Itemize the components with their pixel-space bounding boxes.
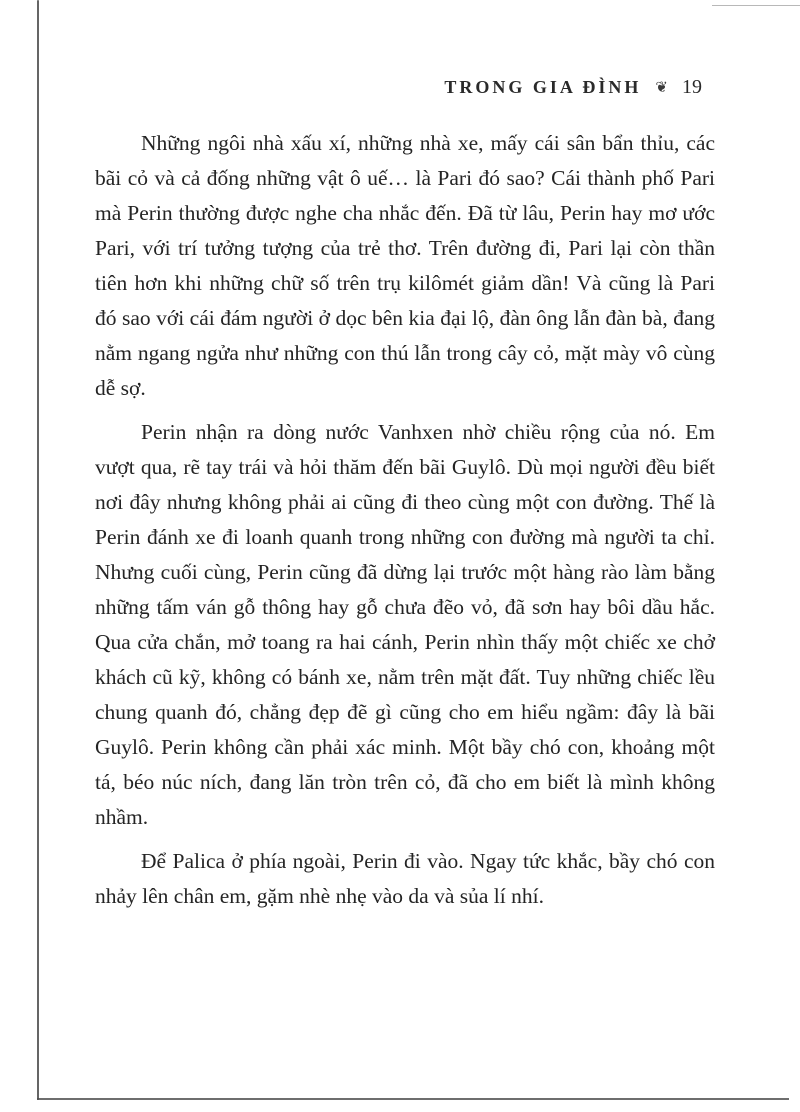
fleuron-icon: ❦ — [655, 78, 668, 96]
running-title: TRONG GIA ĐÌNH — [444, 77, 642, 97]
paragraph: Để Palica ở phía ngoài, Perin đi vào. Ngay tức khắc, bầy chó con nhảy lên chân em, gặm nhè nhẹ vào da và sủa lí nhí. — [95, 849, 715, 908]
page-number: 19 — [682, 76, 702, 98]
paragraph: Perin nhận ra dòng nước Vanhxen nhờ chiều rộng của nó. Em vượt qua, rẽ tay trái và hỏi thăm đến bãi Guylô. Dù mọi người đều biết nơi đây nhưng không phải ai cũng đi theo cùng một con đường. Thế là Perin đánh xe đi loanh quanh trong những con đường mà người ta chỉ. Nhưng cuối cùng, Perin cũng đã dừng lại trước một hàng rào làm bằng những tấm ván gỗ thông hay gỗ chưa đẽo vỏ, đã sơn hay bôi dầu hắc. Qua cửa chắn, mở toang ra hai cánh, Perin nhìn thấy một chiếc xe chở khách cũ kỹ, không có bánh xe, nằm trên mặt đất. Tuy những chiếc lều chung quanh đó, chẳng đẹp đẽ gì cũng cho em hiểu ngầm: đây là bãi Guylô. Perin không cần phải xác minh. Một bầy chó con, khoảng một tá, béo núc ních, đang lăn tròn trên cỏ, đã cho em biết là mình không nhầm. — [95, 420, 715, 829]
page-body — [95, 126, 715, 923]
paragraph: Những ngôi nhà xấu xí, những nhà xe, mấy cái sân bẩn thỉu, các bãi cỏ và cả đống những vật ô uế… là Pari đó sao? Cái thành phố Pari mà Perin thường được nghe cha nhắc đến. Đã từ lâu, Perin hay mơ ước Pari, với trí tưởng tượng của trẻ thơ. Trên đường đi, Pari lại còn thần tiên hơn khi những chữ số trên trụ kilômét giảm dần! Và cũng là Pari đó sao với cái đám người ở dọc bên kia đại lộ, đàn ông lẫn đàn bà, đang nằm ngang ngửa như những con thú lẫn trong cây cỏ, mặt mày vô cùng dễ sợ. — [95, 131, 715, 400]
page-header — [95, 76, 702, 99]
scan-edge-bottom — [37, 1098, 789, 1100]
scan-edge-top — [712, 5, 800, 6]
scan-edge-left — [37, 0, 39, 1100]
